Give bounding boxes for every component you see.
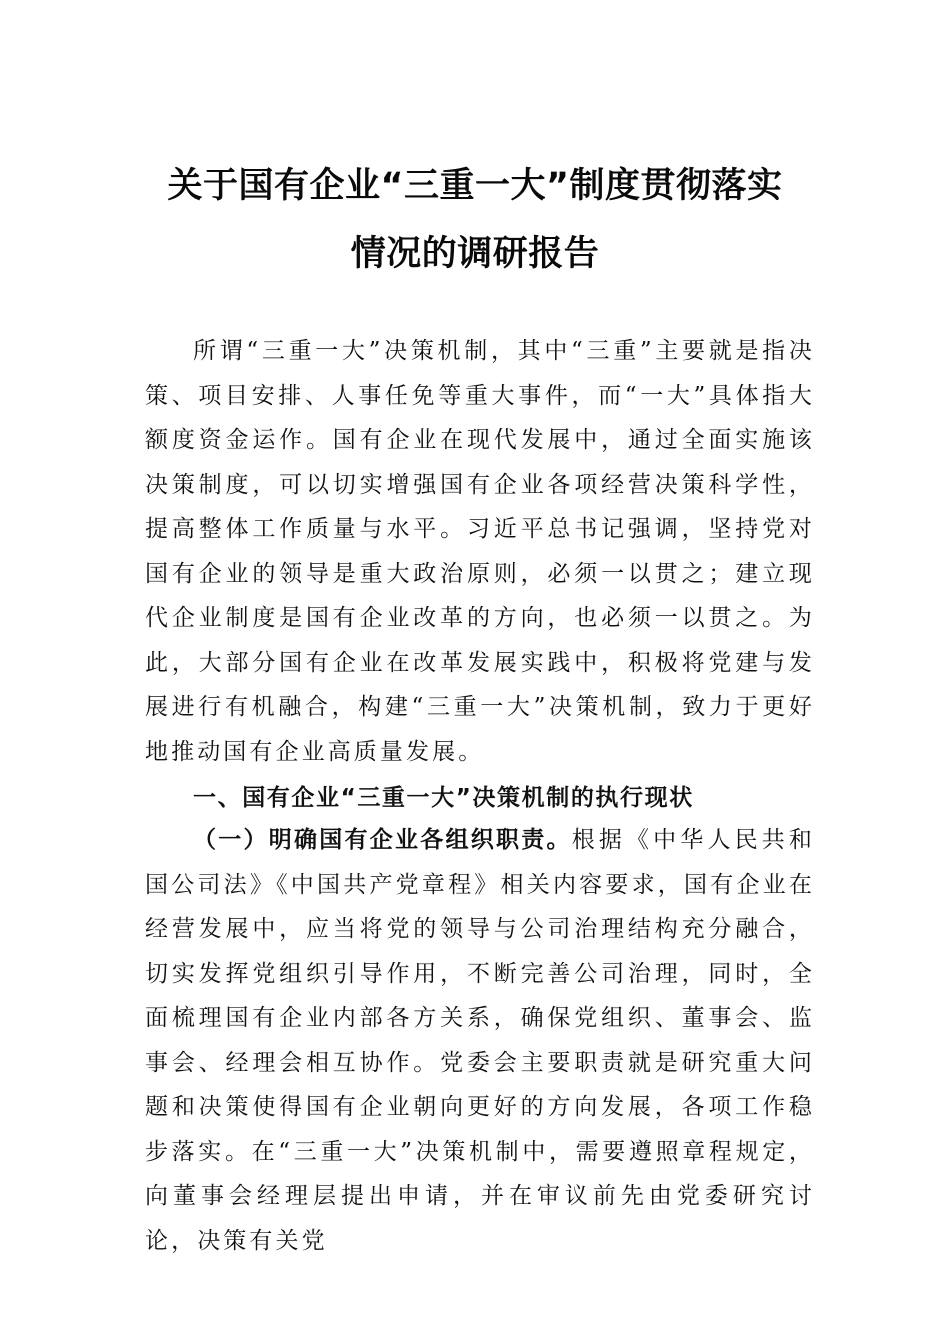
intro-paragraph: 所谓“三重一大”决策机制，其中“三重”主要就是指决策、项目安排、人事任免等重大事件，而“一大”具体指大额度资金运作。国有企业在现代发展中，通过全面实施该决策制度，可以切实增强国有企业各项经营决策科学性，提高整体工作质量与水平。习近平总书记强调，坚持党对国有企业的领导是重大政治原则，必须一以贯之；建立现代企业制度是国有企业改革的方向，也必须一以贯之。为此，大部分国有企业在改革发展实践中，积极将党建与发展进行有机融合，构建“三重一大”决策机制，致力于更好地推动国有企业高质量发展。 [145,338,815,765]
subsection-heading-1: （一）明确国有企业各组织职责。 [193,827,572,853]
subsection-text-1: 根据《中华人民共和国公司法》《中国共产党章程》相关内容要求，国有企业在经营发展中，应当将党的领导与公司治理结构充分融合，切实发挥党组织引导作用，不断完善公司治理，同时，全面梳理国有企业内部各方关系，确保党组织、董事会、监事会、经理会相互协作。党委会主要职责就是研究重大问题和决策使得国有企业朝向更好的方向发展，各项工作稳步落实。在“三重一大”决策机制中，需要遵照章程规定，向董事会经理层提出申请，并在审议前先由党委研究讨论，决策有关党 [145,827,815,1254]
document-title-line2: 情况的调研报告 [350,234,600,274]
section-heading-1: 一、国有企业“三重一大”决策机制的执行现状 [193,785,694,811]
subsection-paragraph-1 [145,818,815,1263]
document-title-line1: 关于国有企业“三重一大”制度贯彻落实 [167,166,783,206]
